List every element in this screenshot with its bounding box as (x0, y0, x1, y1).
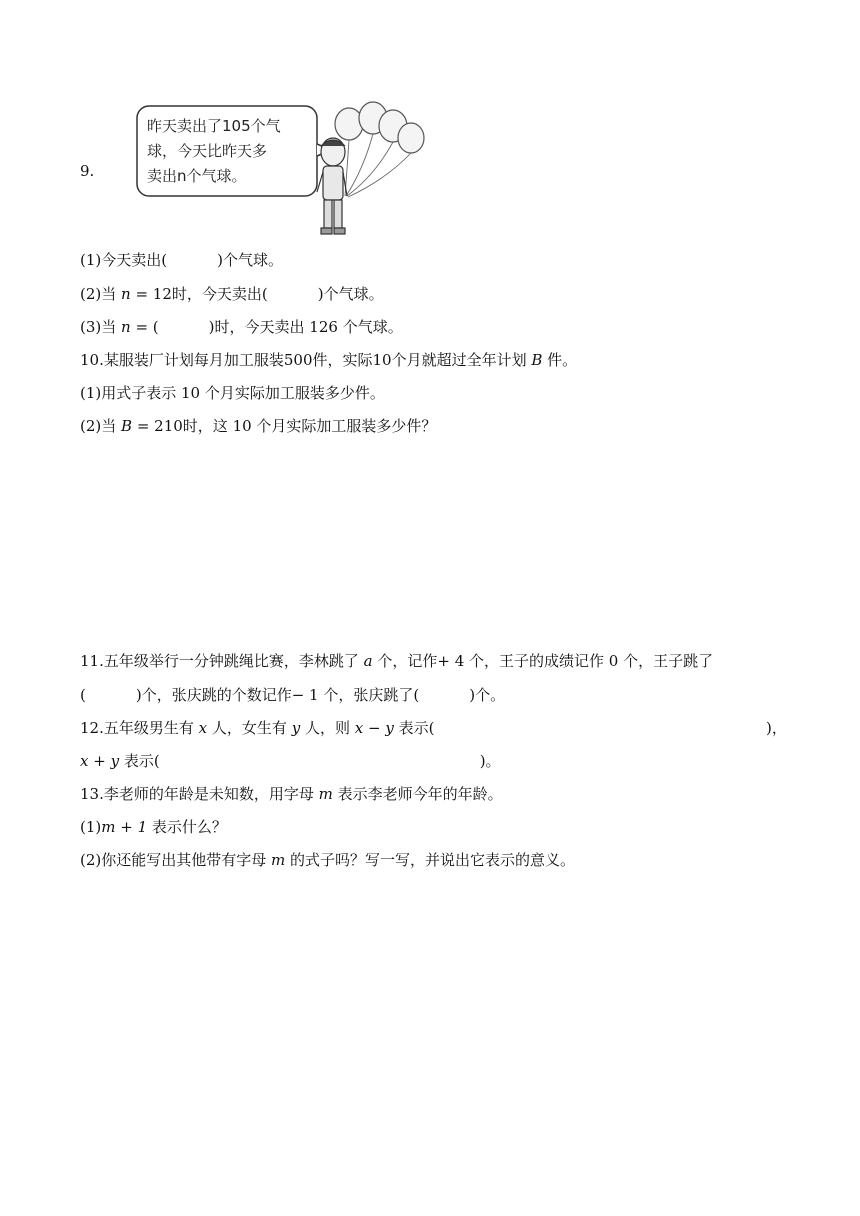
boy-figure-icon (317, 138, 347, 234)
bubble-line-3: 卖出n个气球。 (147, 167, 247, 185)
q13-stem: 13.李老师的年龄是未知数，用字母 m 表示李老师今年的年龄。 (80, 785, 503, 803)
q10-sub2: (2)当 B = 210时，这 10 个月实际加工服装多少件？ (80, 417, 437, 435)
balloon-boy-illustration (135, 100, 435, 240)
q11-line2: ( )个，张庆跳的个数记作− 1 个，张庆跳了( )个。 (80, 686, 506, 704)
q12-line2: x + y 表示( )。 (80, 752, 501, 770)
q12-line1-end: )， (766, 719, 787, 737)
q9-sub2: (2)当 n = 12时，今天卖出( )个气球。 (80, 285, 384, 303)
bubble-line-2: 球，今天比昨天多 (147, 142, 268, 160)
q10-stem: 10.某服装厂计划每月加工服装500件，实际10个月就超过全年计划 B 件。 (80, 351, 578, 369)
question-9-number: 9. (80, 162, 95, 180)
q9-sub1: (1)今天卖出( )个气球。 (80, 251, 283, 269)
q9-sub3: (3)当 n = ( )时，今天卖出 126 个气球。 (80, 318, 403, 336)
q13-sub2: (2)你还能写出其他带有字母 m 的式子吗？写一写，并说出它表示的意义。 (80, 851, 576, 869)
q12-line1: 12.五年级男生有 x 人，女生有 y 人，则 x − y 表示( (80, 719, 435, 737)
q10-sub1: (1)用式子表示 10 个月实际加工服装多少件。 (80, 384, 385, 402)
q11-line1: 11.五年级举行一分钟跳绳比赛，李林跳了 a 个，记作+ 4 个，王子的成绩记作 0 个，王子跳了 (80, 652, 714, 670)
bubble-line-1: 昨天卖出了105个气 (147, 117, 281, 135)
q13-sub1: (1)m + 1 表示什么？ (80, 818, 227, 836)
